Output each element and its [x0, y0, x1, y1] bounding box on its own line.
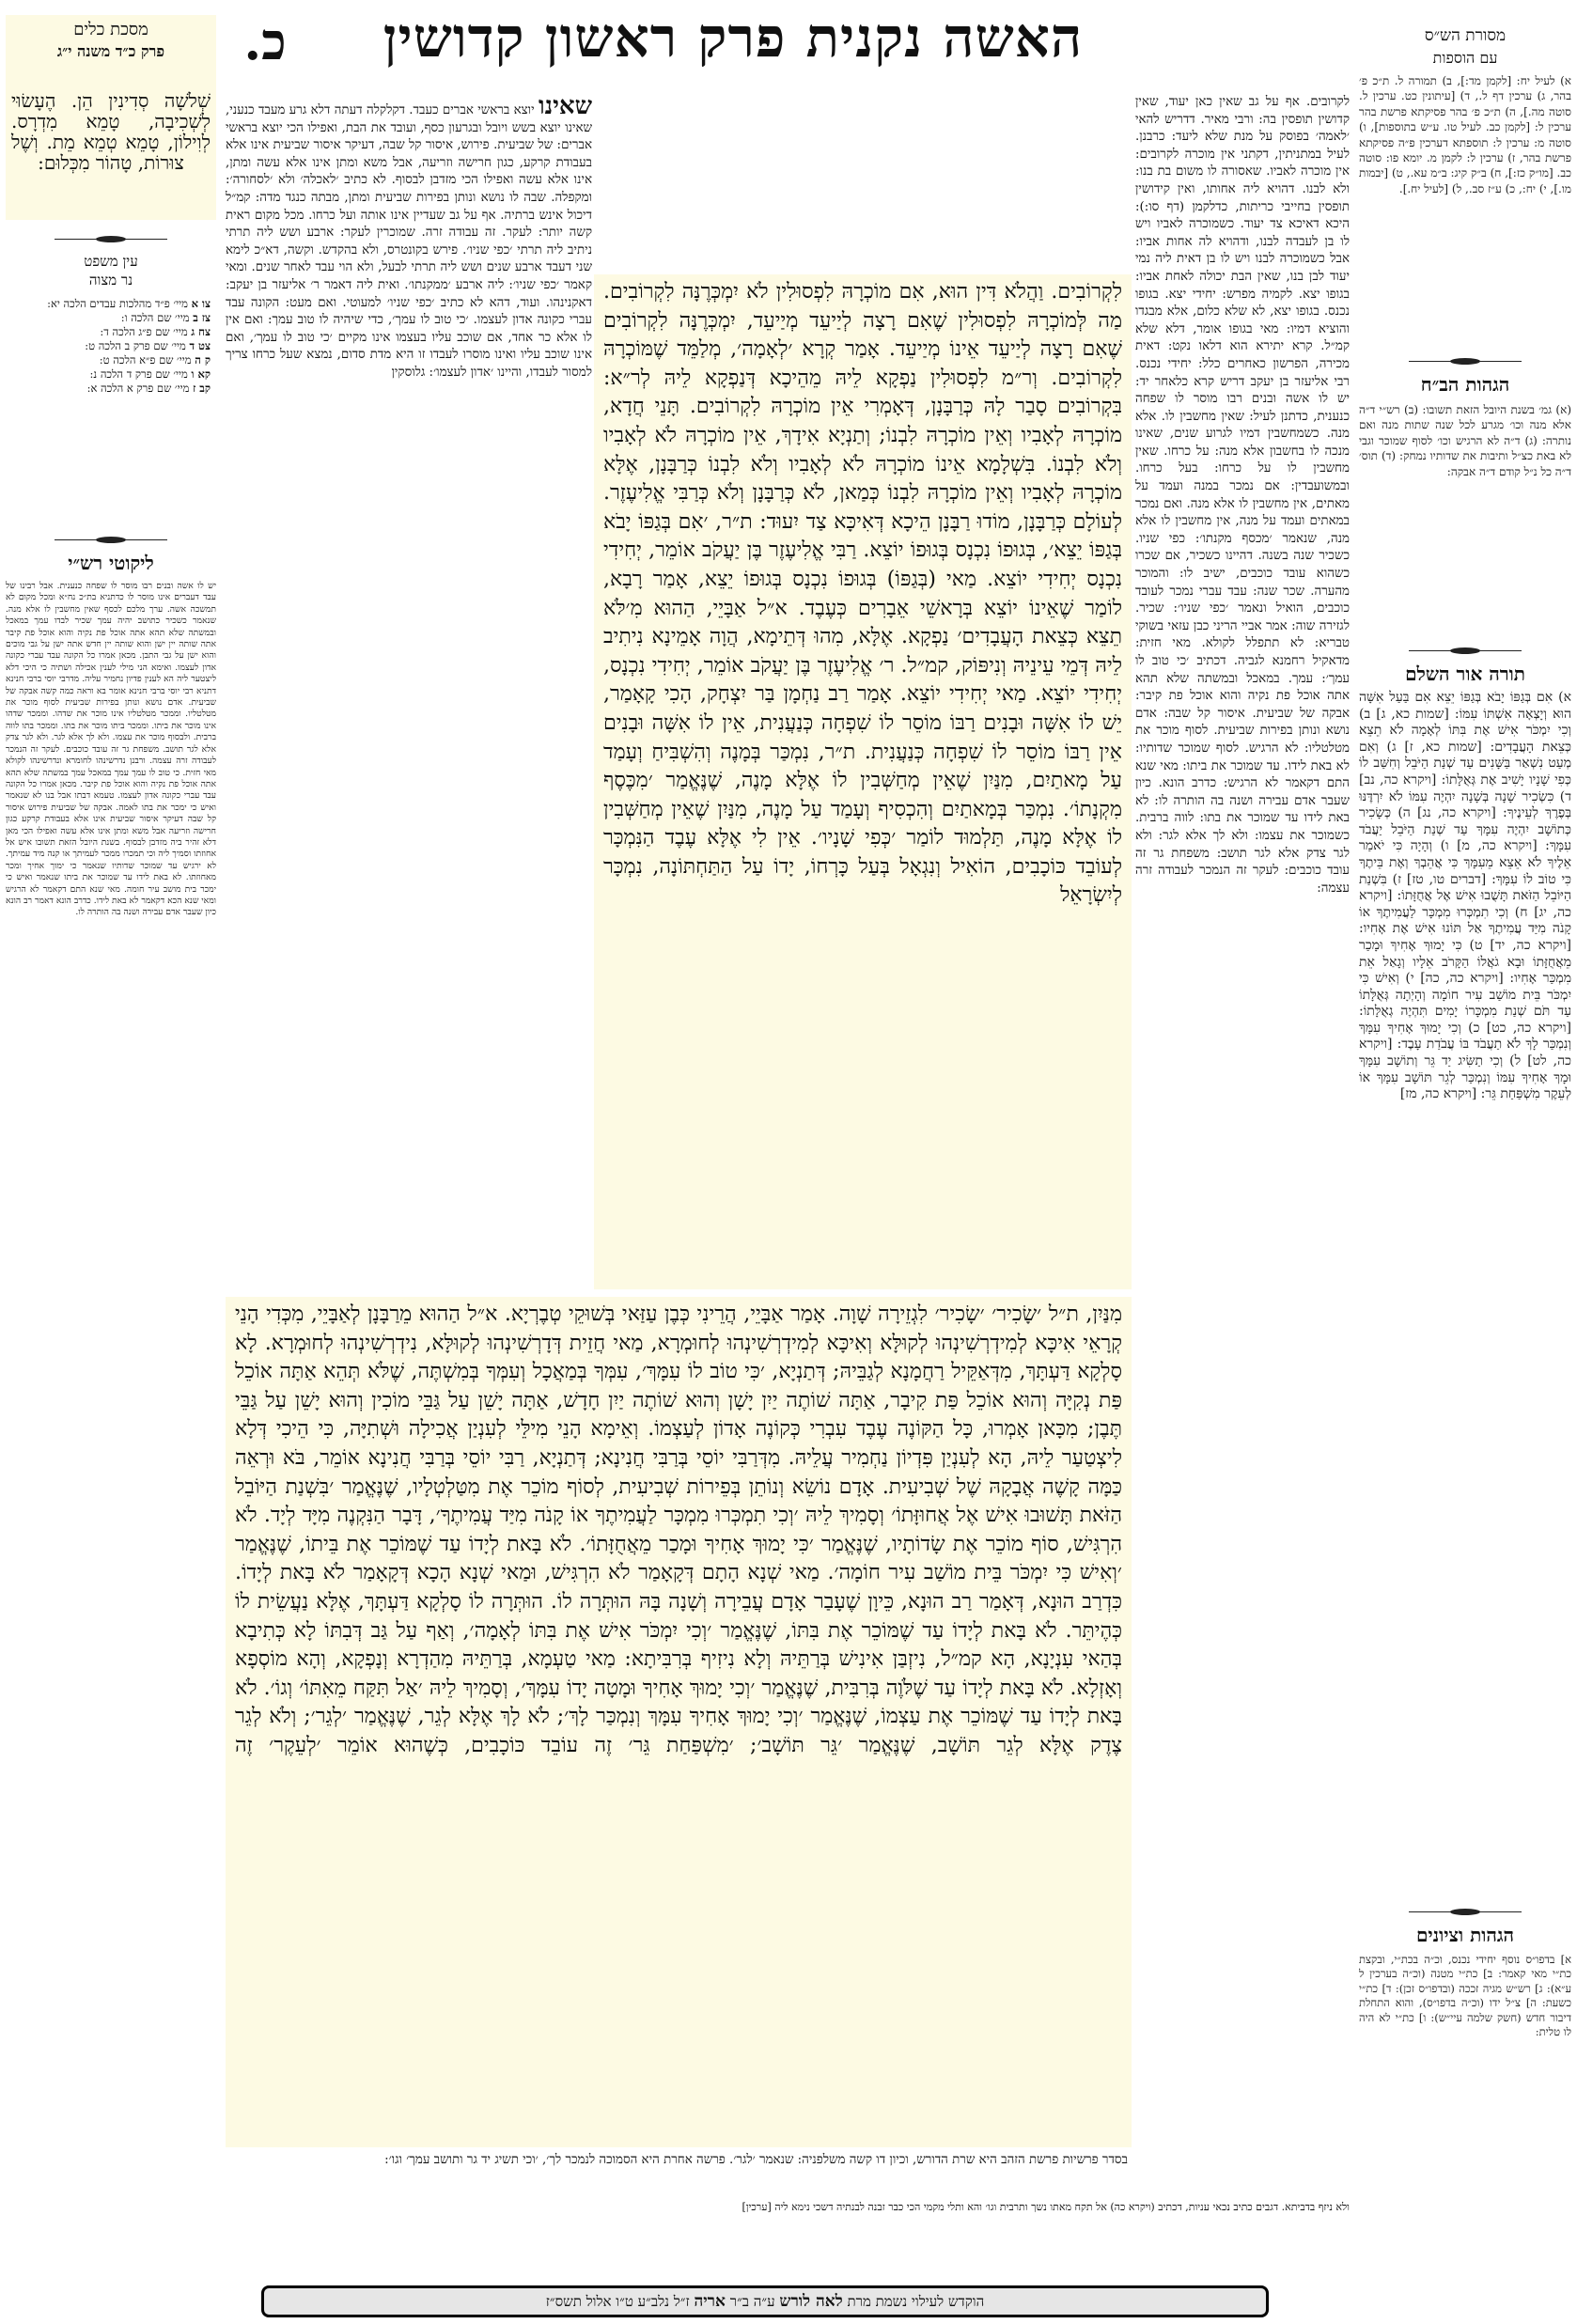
- dedication-prefix: הוקדש לעילוי נשמת מרת: [847, 2293, 985, 2310]
- mesorat-hashas-section: [1359, 24, 1571, 224]
- rashi-commentary: [1135, 94, 1350, 2143]
- em-mark: צו א: [191, 297, 211, 310]
- dedication-banner: [261, 2285, 1269, 2317]
- em-text: מיי׳ שם פרק ב הלכה ט:: [85, 339, 186, 352]
- ein-mishpat-item: [6, 367, 211, 382]
- gemara-upper-text: לִקְרוֹבִים. וַהֲלֹא דִּין הוּא, אִם מוֹכְרָהּ לִפְסוּלִין לֹא יִמְכְּרֶנָּה לִקְרוֹבִים. מַה לְּמוֹכְרָהּ לִפְסוּלִין שֶׁאִם רָצָה לְיַיעֵד מְיַיעֵד, יִמְכְּרֶנָּה לִקְרוֹבִים שֶׁאִם רָצָה לְיַיעֵד אֵינוֹ מְיַיעֵד. אָמַר קְרָא ׳לְאָמָה׳, מְלַמֵּד שֶׁמּוֹכְרָהּ לִקְרוֹבִים. וְר״מ לִפְסוּלִין נַפְקָא לֵיהּ מֵהֵיכָא דְּנַפְקָא לֵיהּ לְר״א: בִּקְרוֹבִים סָבַר לָהּ כְּרַבָּנָן, דְּאָמְרִי אֵין מוֹכְרָהּ לִקְרוֹבִים. תָּנֵי חֲדָא, מוֹכְרָהּ לְאָבִיו וְאֵין מוֹכְרָהּ לִבְנוֹ; וְתַנְיָא אִידָךְ, אֵין מוֹכְרָהּ לֹא לְאָבִיו וְלֹא לִבְנוֹ. בִּשְׁלָמָא אֵינוֹ מוֹכְרָהּ לֹא לְאָבִיו וְלֹא לִבְנוֹ כְּרַבָּנָן, אֶלָּא מוֹכְרָהּ לְאָבִיו וְאֵין מוֹכְרָהּ לִבְנוֹ כְּמַאן, לֹא כְּרַבָּנָן וְלֹא כְּרַבִּי אֱלִיעֶזֶר. לְעוֹלָם כְּרַבָּנָן, מוֹדוּ רַבָּנָן הֵיכָא דְּאִיכָּא צַד יִעוּד: ת״ר, ׳אִם בְּגַפּוֹ יָבֹא בְּגַפּוֹ יֵצֵא׳, בְּגוּפוֹ נִכְנָס בְּגוּפוֹ יוֹצֵא. רַבִּי אֱלִיעֶזֶר בֶּן יַעֲקֹב אוֹמֵר, יְחִידִי נִכְנָס יְחִידִי יוֹצֵא. מַאי (בְּגַפּוֹ) בְּגוּפוֹ נִכְנָס בְּגוּפוֹ יֵצֵא, אָמַר רָבָא, לוֹמַר שֶׁאֵינוֹ יוֹצֵא בְּרָאשֵׁי אֵבָרִים כְּעֶבֶד. א״ל אַבָּיֵי, הַהוּא מִ׳לֹּא תֵצֵא כְּצֵאת הָעֲבָדִים׳ נַפְקָא. אֶלָּא, מִהוּ דְּתֵימָא, הֲוָה אָמֵינָא נִיתִיב לֵיהּ דְּמֵי עֵינֵיהּ וְנִיפּוֹק, קמ״ל. ר׳ אֱלִיעֶזֶר בֶּן יַעֲקֹב אוֹמֵר, יְחִידִי נִכְנָס, יְחִידִי יוֹצֵא. מַאי יְחִידִי יוֹצֵא. אָמַר רַב נַחְמָן בַּר יִצְחָק, הָכִי קָאָמַר, יֵשׁ לוֹ אִשָּׁה וּבָנִים רַבּוֹ מוֹסֵר לוֹ שִׁפְחָה כְּנַעֲנִית, אֵין לוֹ אִשָּׁה וּבָנִים אֵין רַבּוֹ מוֹסֵר לוֹ שִׁפְחָה כְּנַעֲנִית. ת״ר, נִמְכַּר בְּמָנֶה וְהִשְׁבִּיחַ וְעָמַד עַל מָאתַיִם, מִנַּיִן שֶׁאֵין מְחַשְּׁבִין לוֹ אֶלָּא מָנֶה, שֶׁנֶּאֱמַר ׳מִכֶּסֶף מִקְנָתוֹ׳. נִמְכַּר בְּמָאתַיִם וְהִכְסִיף וְעָמַד עַל מָנֶה, מִנַּיִן שֶׁאֵין מְחַשְּׁבִין לוֹ אֶלָּא מָנֶה, תַּלְמוּד לוֹמַר ׳כְּפִי שָׁנָיו׳. אֵין לִי אֶלָּא עֶבֶד הַנִּמְכָּר לְעוֹבֵד כּוֹכָבִים, הוֹאִיל וְנִגְאָל בְּעַל כָּרְחוֹ, יָדוֹ עַל הַתַּחְתּוֹנָה, נִמְכָּר לְיִשְׂרָאֵל: [603, 280, 1122, 908]
- mesorat-hashas-title: מסורת הש״ס: [1424, 26, 1507, 45]
- hagahot-habach-text: (א) גמ׳ בשנת היובל הזאת תשובו: (ב) רש״י ד״ה אלא מנה וכו׳ מגרע לכל שנה שתות מנה ואם נותרה: (ג) ד״ה לא הרגיש וכו׳ לסוף שמוכר וגבי לא באת כצ״ל ותיבות את שדותיו נמחק: (ד) תוס׳ ד״ה כל נ״ל קודם ד״ה אבקה:: [1359, 403, 1571, 478]
- em-mark: צז ב: [193, 311, 211, 324]
- ein-mishpat-subtitle: נר מצוה: [88, 272, 133, 289]
- rashi-lower-text: ולא ניזף בדביתא. דגבים כתיב נכאי עניות, דכתיב (ויקרא כה) אל תקח מאתו נשך ותרבית וגו׳ והא ותלי מקמי הכי כבר זבנה לבנתיה דשכי נימא ליה [ערכין]: [742, 2201, 1350, 2213]
- em-mark: קא ו: [191, 367, 211, 381]
- em-mark: צח ג: [191, 325, 211, 338]
- divider-ornament-icon: [1409, 1908, 1522, 1917]
- torah-or-title: תורה אור השלם: [1405, 663, 1525, 685]
- dedication-text: [264, 2288, 1266, 2315]
- page-number: כ.: [243, 11, 287, 71]
- likutei-rashi-title: ליקוטי רש״י: [68, 552, 154, 574]
- tosafot-lower-text: בסדר פרשיות פרשת הזהב היא שרת הדורש, וכיון דו קשה משלפניה: שנאמר ׳לגר׳. פרשה אחרת היא הסמוכה לנמכר לך׳, ׳וכי תשיג יד גר ותושב עמך׳ וגו׳:: [384, 2153, 1128, 2167]
- page-header: [0, 0, 1577, 85]
- tosafot-lead-word: שאינו: [538, 94, 592, 120]
- divider-ornament-icon: [55, 235, 167, 244]
- tosafot-text: יוצא בראשי אברים כעבד. דקלקלה דעתה דלא גרע מעבד כנעני, שאינו יוצא בשש ויובל ובגרעון כסף, ועובד את הבת, ואפילו הכי יוצא בראשי אברים: של שביעית. פירוש, איסור קל שבה, דעיקר איסור שביעית אינו אלא בעבודת קרקע, כגון חרישה וזריעה, אבל משא ומתן אינו אלא עשה ומתן, אינו אלא עשה ואפילו הכי מזדבן לבסוף. לא כתיב ׳לאכלה׳ ולא ׳לסחורה׳: ומקפלה. שבה לו נושא ונותן בפירות שביעית ומתן, מבתה כנגד מדה: קמ״ל דיכול אינש ברתיה. אף על גב שעדיין אינו אותה ועל כרחו. מכל מקום ראית קשה יותר: לעקר. זה עבודה זרה. שמוכרין לעקר: ארבע ושש ליה תרתי ניתיב ליה תרתי ׳כפי שניו׳. פירש בקונטרס, ולא בהקדש. וקשה, דא״כ לימא שני דעבד ארבע שנים ושש ליה תרתי לבעל, ולא הוי עבד לאחר שנים. ומאי קאמר ׳כפי שניו׳: ליה ארבע ׳ממקנתו׳. ואית ליה דאמר ר׳ אליעזר בן יעקב: דאקנינהו. ועוד, דהא לא כתיב ׳כפי שניו׳ למעוטי. ואם מעט: הקונה עבד עברי כקונה אדון לעצמו. ׳כי טוב לו עמך׳, כדי שיהיה לו טוב עמך: ואם אין לו אלא כר אחד, אם שוכב עליו בעצמו אינו מקיים ׳כי טוב לו עמך׳, ואם אינו שוכב עליו ואינו מוסרו לעבדו זו היא מדת סדום, נמצא שעל כרחו צריך למסור לעבדו, והיינו ׳אדון לעצמו׳: גלוסקין: [226, 103, 592, 380]
- left-margin: [0, 0, 222, 2251]
- divider-ornament-icon: [55, 536, 167, 545]
- tosafot-lower: [226, 2152, 1128, 2197]
- em-mark: ק ה: [195, 353, 211, 367]
- divider-ornament-icon: [1409, 357, 1522, 367]
- ein-mishpat-item: [6, 325, 211, 339]
- gemara-lower-block: [226, 1297, 1132, 2147]
- em-text: מיי׳ שם הלכה ו:: [120, 311, 190, 324]
- hagahot-habach-title: הגהות הב״ח: [1420, 373, 1510, 396]
- dedication-father: אריה: [694, 2292, 726, 2311]
- gemara-lower-text: מִנַּיִן, ת״ל ׳שָׂכִיר׳ ׳שָׂכִיר׳ לִגְזֵירָה שָׁוָה. אָמַר אַבָּיֵי, הֲרֵינִי כְּבֶן עַזַּאי בְּשׁוּקֵי טְבֶרְיָא. א״ל הַהוּא מֵרַבָּנָן לְאַבָּיֵי, מִכְּדִי הָנֵי קְרָאֵי אִיכָּא לְמִידְרְשִׁינְהוּ לְקוּלָּא וְאִיכָּא לְמִידְרְשִׁינְהוּ לְחוּמְרָא, מַאי חֲזֵית דְּדָרְשִׁינְהוּ לְקוּלָּא, נִידְרְשִׁינְהוּ לְחוּמְרָא. לָא סָלְקָא דַּעְתָּךְ, מִדְּאַקֵּיל רַחֲמָנָא לְגַבֵּיהּ; דְּתַנְיָא, ׳כִּי טוֹב לוֹ עִמָּךְ׳, עִמְּךָ בְּמַאֲכָל וְעִמְּךָ בְּמִשְׁתֶּה, שֶׁלֹּא תְּהֵא אַתָּה אוֹכֵל פַּת נְקִיָּה וְהוּא אוֹכֵל פַּת קִיבָר, אַתָּה שׁוֹתֶה יַיִן יָשָׁן וְהוּא שׁוֹתֶה יַיִן חָדָשׁ, אַתָּה יָשֵׁן עַל גַּבֵּי מוֹכִין וְהוּא יָשֵׁן עַל גַּבֵּי תֶּבֶן; מִכָּאן אָמְרוּ, כָּל הַקּוֹנֶה עֶבֶד עִבְרִי כְּקוֹנֶה אָדוֹן לְעַצְמוֹ. וְאֵימָא הָנֵי מִילֵּי לְעִנְיַן אֲכִילָה וּשְׁתִיָּה, כִּי הֵיכִי דְּלָא לִיצְטַעַר לֵיהּ, הָא לְעִנְיַן פִּדְיוֹן נַחְמִיר עֲלֵיהּ. מִדְּרַבִּי יוֹסֵי בְּרַבִּי חֲנִינָא; דְּתַנְיָא, רַבִּי יוֹסֵי בְּרַבִּי חֲנִינָא אוֹמֵר, בֹּא וּרְאֵה כַּמָּה קָשֶׁה אֲבָקָהּ שֶׁל שְׁבִיעִית. אָדָם נוֹשֵׂא וְנוֹתֵן בְּפֵירוֹת שְׁבִיעִית, לְסוֹף מוֹכֵר אֶת מִטַּלְטְלָיו, שֶׁנֶּאֱמַר ׳בִּשְׁנַת הַיּוֹבֵל הַזֹּאת תָּשׁוּבוּ אִישׁ אֶל אֲחוּזָּתוֹ׳ וְסָמִיךְ לֵיהּ ׳וְכִי תִמְכְּרוּ מִמְכָּר לַעֲמִיתֶךָ אוֹ קָנֹה מִיַּד עֲמִיתֶךָ׳, דָּבָר הַנִּקְנֶה מִיָּד לְיָד. לֹא הִרְגִּישׁ, סוֹף מוֹכֵר אֶת שָׂדוֹתָיו, שֶׁנֶּאֱמַר ׳כִּי יָמוּךְ אָחִיךָ וּמָכַר מֵאֲחֻזָּתוֹ׳. לֹא בָּאת לְיָדוֹ עַד שֶׁמּוֹכֵר אֶת בֵּיתוֹ, שֶׁנֶּאֱמַר ׳וְאִישׁ כִּי יִמְכֹּר בֵּית מוֹשַׁב עִיר חוֹמָה׳. מַאי שְׁנָא הָתָם דְּקָאָמַר לֹא הִרְגִּישׁ, וּמַאי שְׁנָא הָכָא דְּקָאָמַר לֹא בָּאת לְיָדוֹ. כִּדְרַב הוּנָא, דְּאָמַר רַב הוּנָא, כֵּיוָן שֶׁעָבַר אָדָם עֲבֵירָה וְשָׁנָה בָּהּ הוּתְּרָה לוֹ. הוּתְּרָה לוֹ סָלְקָא דַּעְתָּךְ, אֶלָּא נַעֲשֵׂית לוֹ כְּהֶיתֵּר. לֹא בָּאת לְיָדוֹ עַד שֶׁמּוֹכֵר אֶת בִּתּוֹ, שֶׁנֶּאֱמַר ׳וְכִי יִמְכֹּר אִישׁ אֶת בִּתּוֹ לְאָמָה׳, וְאַף עַל גַּב דְּבִתּוֹ לָא כְּתִיבָא בְּהַאי עִנְיָנָא, הָא קמ״ל, נִיזְבַּן אִינִישׁ בְּרַתֵּיהּ וְלָא נִיזִיף בְּרִבִּיתָא: מַאי טַעְמָא, בְּרַתֵּיהּ מִהַדְרָא וְנָפְקָא, וְהָא מוֹסְפָא וְאָזְלָא. לֹא בָּאת לְיָדוֹ עַד שֶׁלֹּוֶה בְּרִבִּית, שֶׁנֶּאֱמַר ׳וְכִי יָמוּךְ אָחִיךָ וּמָטָה יָדוֹ עִמָּךְ׳, וְסָמִיךְ לֵיהּ ׳אַל תִּקַּח מֵאִתּוֹ׳ וְגוֹ׳. לֹא בָּאת לְיָדוֹ עַד שֶׁמּוֹכֵר אֶת עַצְמוֹ, שֶׁנֶּאֱמַר ׳וְכִי יָמוּךְ אָחִיךָ עִמָּךְ וְנִמְכַּר לָךְ׳; לֹא לָךְ אֶלָּא לְגֵר, שֶׁנֶּאֱמַר ׳לְגֵר׳; וְלֹא לְגֵר צֶדֶק אֶלָּא לְגֵר תּוֹשָׁב, שֶׁנֶּאֱמַר ׳גֵּר תּוֹשָׁב׳; ׳מִשְׁפַּחַת גֵּר׳ זֶה עוֹבֵד כּוֹכָבִים, כְּשֶׁהוּא אוֹמֵר ׳לְעֵקֶר׳ זֶה: [235, 1302, 1122, 1757]
- em-text: מיי׳ שם פ״ג הלכה ד:: [100, 325, 188, 338]
- torah-or-text: א) אִם בְּגַפּוֹ יָבֹא בְּגַפּוֹ יֵצֵא אִם בַּעַל אִשָּׁה הוּא וְיָצְאָה אִשְׁתּוֹ עִמּוֹ: [שמות כא, ג] ב) וְכִי יִמְכֹּר אִישׁ אֶת בִּתּוֹ לְאָמָה לֹא תֵצֵא כְּצֵאת הָעֲבָדִים: [שמות כא, ז] ג) וְאִם מְעַט נִשְׁאַר בַּשָּׁנִים עַד שְׁנַת הַיֹּבֵל וְחִשַּׁב לוֹ כְּפִי שָׁנָיו יָשִׁיב אֶת גְּאֻלָּתוֹ: [ויקרא כה, נב] ד) כִּשְׂכִיר שָׁנָה בְּשָׁנָה יִהְיֶה עִמּוֹ לֹא יִרְדֶּנּוּ בְּפֶרֶךְ לְעֵינֶיךָ: [ויקרא כה, נג] ה) כְּשָׂכִיר כְּתוֹשָׁב יִהְיֶה עִמָּךְ עַד שְׁנַת הַיֹּבֵל יַעֲבֹד עִמָּךְ: [ויקרא כה, מ] ו) וְהָיָה כִּי יֹאמַר אֵלֶיךָ לֹא אֵצֵא מֵעִמָּךְ כִּי אֲהֵבְךָ וְאֶת בֵּיתֶךָ כִּי טוֹב לוֹ עִמָּךְ: [דברים טו, טז] ז) בִּשְׁנַת הַיּוֹבֵל הַזֹּאת תָּשֻׁבוּ אִישׁ אֶל אֲחֻזָּתוֹ: [ויקרא כה, יג] ח) וְכִי תִמְכְּרוּ מִמְכָּר לַעֲמִיתֶךָ אוֹ קָנֹה מִיַּד עֲמִיתֶךָ אַל תּוֹנוּ אִישׁ אֶת אָחִיו: [ויקרא כה, יד] ט) כִּי יָמוּךְ אָחִיךָ וּמָכַר מֵאֲחֻזָּתוֹ וּבָא גֹאֲלוֹ הַקָּרֹב אֵלָיו וְגָאַל אֵת מִמְכַּר אָחִיו: [ויקרא כה, כה] י) וְאִישׁ כִּי יִמְכֹּר בֵּית מוֹשַׁב עִיר חוֹמָה וְהָיְתָה גְּאֻלָּתוֹ עַד תֹּם שְׁנַת מִמְכָּרוֹ יָמִים תִּהְיֶה גְאֻלָּתוֹ: [ויקרא כה, כט] כ) וְכִי יָמוּךְ אָחִיךָ עִמָּךְ וְנִמְכַּר לָךְ לֹא תַעֲבֹד בּוֹ עֲבֹדַת עָבֶד: [ויקרא כה, לט] ל) וְכִי תַשִּׂיג יַד גֵּר וְתוֹשָׁב עִמָּךְ וּמָךְ אָחִיךָ עִמּוֹ וְנִמְכַּר לְגֵר תּוֹשָׁב עִמָּךְ אוֹ לְעֵקֶר מִשְׁפַּחַת גֵּר: [ויקרא כה, מז]: [1359, 690, 1571, 1102]
- hagahot-vetziyunim-section: [1359, 1908, 1571, 2178]
- ein-mishpat-item: [6, 353, 211, 367]
- dedication-suffix: ז״ל נלב״ע ט״ו אלול תשס״ז: [545, 2293, 690, 2310]
- rashi-text: לקרובים. אף על גב שאין כאן יעוד, שאין קדושין תופסין בה: ורבי מאיר. דדריש להאי ׳לאמה׳ בפוסק על מנת שלא ליעד: כרבנן. לעיל במתניתין, דקתני אין מוכרה לקרובים: אין מוכרה לאביו. שאסורה לו משום בת בנו: ולא לבנו. דהויא ליה אחותו, ואין קידושין תופסין בחייבי כריתות, כדלקמן (דף סו:): היכא דאיכא צד יעוד. כשמוכרה לאביו ויש לו בן לעבדה לבנו, ודהויא לה אחות אביו: אבל כשמוכרה לבנו ויש לו בן דאית ליה נמי יעוד לבן בנו, שאין הבת יכולה לאחת אביו: בגופו יצא. לקמיה מפרש: יחידי יצא. בגופו נכנס. בגופו יצא, לא שלא כלום, אלא מבגדו והוציא דמיו: מאי בגופו אומר, דלא שלא קמ״ל. קרא יתירא הוא דלאו נקט: דאית מכירה, הפרשון כאחרים כלל: יחידי נכנס. רבי אליעזר בן יעקב דריש קרא כלאחר יד: יש לו אשה ובנים רבו מוסר לו שפחה כנענית, כדתנן לעיל: שאין מחשבין לו. אלא מנה. כשמחשבין דמיו לגרוע שנים, שאינו מנכה לו בחשבון אלא מנה: על כרחו. שאין מחשבין לו על כרחו: בעל כרחו. ובמשועבדין: אם נמכר במנה ועמד על מאתים, אין מחשבין לו אלא מנה. ואם נמכר במאתים ועמד על מנה, אין מחשבין לו אלא מנה, שנאמר ׳מכסף מקנתו׳: כפי שניו. כשכיר שנה בשנה. דהיינו כשכיר, אם שכרו כשהוא עובד כוכבים, ישיב לו: והמוכר מהערה. שכר שנה: עבד עברי נמכר לעובד כוכבים, הואיל ונאמר ׳כפי שניו׳: שכיר. לגזירה שוה: אמר אביי הריני כבן עזאי בשוקי טבריא: לא תתפלל לקולא. מאי חזית: מדאקיל רחמנא לגביה. דכתיב ׳כי טוב לו עמך׳: עמך. במאכל ובמשתה שלא תהא אתה אוכל פת נקיה והוא אוכל פת קיבר: אבקה של שביעית. איסור קל שבה: אדם נושא ונותן בפירות שביעית. לסוף מוכר את מטלטליו: לא הרגיש. לסוף שמוכר שדותיו: לא באת לידו. עד שמוכר את ביתו: מאי שנא התם דקאמר לא הרגיש: כדרב הונא. כיון שעבר אדם עבירה ושנה בה הותרה לו: לא באת לידו עד שמוכר את בתו: לווה ברבית. כשמוכר את עצמו: ולא לך אלא לגר: ולא לגר צדק אלא לגר תושב: משפחת גר זה עובד כוכבים: לעקר זה הנמכר לעבודה זרה עצמה:: [1135, 95, 1350, 896]
- divider-ornament-icon: [1409, 647, 1522, 656]
- em-text: מיי׳ שם פרק א הלכה א:: [86, 382, 190, 395]
- mishnah-tractate: מסכת כלים: [73, 20, 148, 39]
- hagahot-vetziyunim-title: הגהות וציונים: [1415, 1924, 1515, 1946]
- dedication-name: לאה לורש: [779, 2292, 843, 2311]
- ein-mishpat-item: [6, 339, 211, 353]
- mishnah-text: שְׁלֹשָׁה סְדִינִין הֵן. הֶעָשׂוּי לְשְׁכִיבָה, טָמֵא מִדְרָס. לְוִילוֹן, טָמֵא טְמֵא מֵת. וְשֶׁל צוּרוֹת, טָהוֹר מִכְּלוּם:: [6, 90, 216, 220]
- rashi-lower: [226, 2201, 1350, 2238]
- torah-or-section: [1359, 647, 1571, 1902]
- mesorat-hashas-text: א) לעיל יח: [לקמן מד:], ב) תמורה ל. ת״כ פ׳ בהר, ג) ערכין דף ל., ד) [עיתונין כט. ערכין ל. סוטה מה.], ה) ת״כ פ׳ בהר פסיקתא פרשת בהר ערכין ל: [לקמן כב. לעיל טו. ע״ש בתוספות], ו) סוטה מ: ערכין ל: תוספתא דערכין פ״ה פסיקתא פרשת בהר, ז) ערכין ל: לקמן מ. יומא פו: סוטה כב. [מו״ק כז:], ח) ב״ק קיג: ב״מ עא., ט) [יבמות מו.], י) יח:, כ) ע״ז סב., ל) [לעיל יח.].: [1359, 74, 1571, 195]
- likutei-rashi-section: [6, 536, 216, 2282]
- ein-mishpat-item: [6, 297, 211, 311]
- gemara-upper-block: [594, 274, 1132, 1289]
- ein-mishpat-title: עין משפט: [84, 253, 138, 270]
- ein-mishpat-item: [6, 382, 211, 396]
- ein-mishpat-section: [6, 235, 216, 396]
- tosafot-text-block: [226, 94, 592, 1297]
- right-margin: [1353, 0, 1577, 2251]
- em-text: מיי׳ שם פרק ד הלכה נ:: [89, 367, 188, 381]
- em-mark: קב ז: [193, 382, 211, 395]
- page-title: האשה נקנית פרק ראשון קדושין: [383, 6, 1084, 70]
- em-mark: צט ד: [189, 339, 211, 352]
- dedication-middle: ע״ה ב״ר: [729, 2293, 775, 2310]
- em-text: מיי׳ פ״ד מהלכות עבדים הלכה יא:: [47, 297, 188, 310]
- hagahot-habach-section: [1359, 357, 1571, 543]
- tosafot-commentary: [226, 94, 592, 1297]
- ein-mishpat-list: [6, 297, 216, 396]
- hagahot-vetziyunim-text: א] בדפו״ס נוסף יחידי נכנס, וכ״ה בכת״י, ובקצת כת״י מאי קאמר: ב] כת״י מטנה (וכ״ה בערכין ל ע״א): ג] רש״ש מגיה זככה (ובדפו״ס זכן): ד] כת״י כשעת: ה] צ״ל ידו (וכ״ה בדפו״ס), והוא התחלת דיבור חדש (חשק שלמה עיי״ש): ו] כת״י לא היה לו טלית:: [1359, 1953, 1571, 2039]
- ein-mishpat-item: [6, 311, 211, 325]
- em-text: מיי׳ שם פ״א הלכה ט:: [99, 353, 192, 367]
- mishnah-reference: פרק כ״ד משנה י״ג: [56, 42, 165, 60]
- mesorat-hashas-subtitle: עם הוספות: [1432, 49, 1498, 67]
- likutei-rashi-text: יש לו אשה ובנים רבו מוסר לו שפחה כנענית. אבל רבינו של עבד דעברים אינו מוסר לו כדתניא בת״כ נח״א ומכל מקום לא תמשכה אשה. ערך מלכם לכסף שאין מחשבין לו אלא מנה. שנאמר כשכיר כתושב יהיה עמך שכיר לבדו עמך במאכל ובמשתה שלא תהא אתה אוכל פת נקיה והוא אוכל פת קיבר אתה שותה יין ישן והוא שותה יין חדש אתה ישן על גבי מוכים והוא ישן על גבי התבן. מכאן אמרו כל הקונה עבד עברי כקונה אדון לעצמו. ואימא הני מילי לענין אכילה ושתיה כי היכי דלא ליצטער ליה הא לענין פדיון נחמיר עליה. מדרבי יוסי ברבי חנינא דתניא רבי יוסי ברבי חנינא אומר בא וראה כמה קשה אבקה של שביעית. אדם נושא ונותן בפירות שביעית לסוף מוכר את מטלטליו. וממכר מטלטליו אינו מוכר את שדהו. וממכר שדהו אינו מוכר את ביתו. וממכר ביתו מוכר את בתו. וממכר בתו לווה ברבית. ולבסוף מוכר את עצמו. ולא לך אלא לגר. ולא לגר צדק אלא לגר תושב. משפחת גר זה עובד כוכבים. לעקר זה הנמכר לעבודה זרה עצמה. ורבנן נדרשינהו לחומרא ונדרשינהו לקולא מאי חזית. כי טוב לו עמך עמך במאכל עמך במשתה שלא תהא אתה אוכל פת נקיה והוא אוכל פת קיבר. מכאן אמרו כל הקונה עבד עברי כקונה אדון לעצמו. טעמא דבתו אבל בנו לא שנאמר ואיש כי ימכר את בתו לאמה. אבקה של שביעית פירוש איסור קל שבה דעיקר איסור שביעית אינו אלא בעבודת קרקע כגון חרישה וזריעה אבל משא ומתן אינו אלא עשה ואפילו הכי מאן דלא זהיר ביה מזדבן לבסוף. בשנת היובל הזאת תשובו איש אל אחוזתו וסמיך ליה וכי תמכרו ממכר לעמיתך או קנה מיד עמיתך. לא ירגיש עד שמוכר שדותיו שנאמר כי ימוך אחיך ומכר מאחוזתו. לא באת לידו עד שמוכר את ביתו שנאמר ואיש כי ימכר בית מושב עיר חומה. מאי שנא התם דקאמר לא הרגיש ומאי שנא הכא דקאמר לא באת לידו. כדרב הונא דאמר רב הונא כיון שעבר אדם עבירה ושנה בה הותרה לו.: [6, 581, 216, 918]
